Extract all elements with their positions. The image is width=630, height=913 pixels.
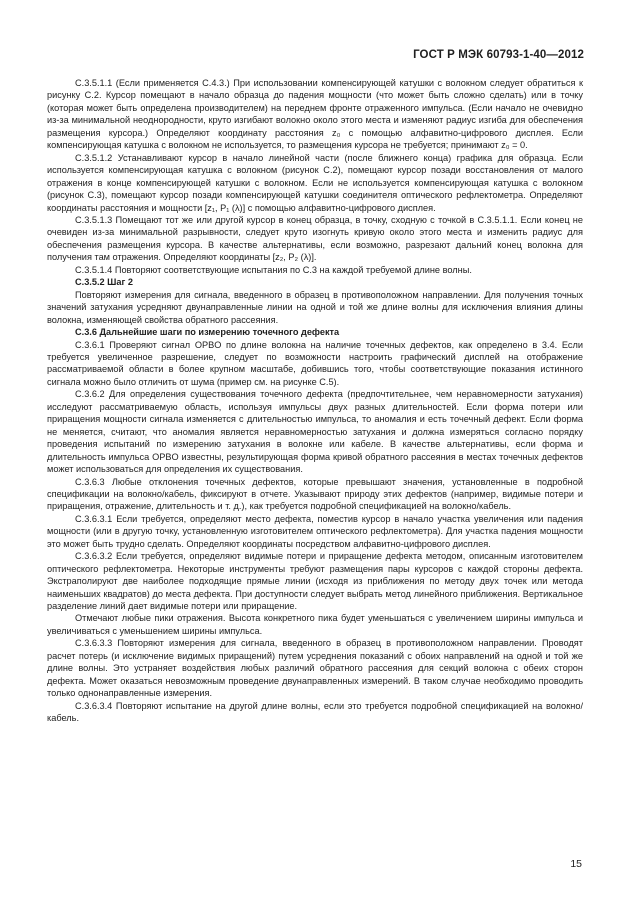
paragraph-step2-body: Повторяют измерения для сигнала, введенного в образец в противоположном направлении. Для получения точных значений затухания усредняют двунаправленные линии на одной и той же длине волны для исключения влияния длины волокна, изменяющей свойства обратного рассеяния. bbox=[47, 289, 583, 325]
paragraph-c3-6-2: С.3.6.2 Для определения существования точечного дефекта (предпочтительнее, чем неравномерности затухания) исследуют рассматриваемую область, используя импульсы двух разных длительностей. Если форма потери или приращения мощности сигнала изменяется с длительностью импульса, то аномалия и есть точечный дефект. Если форма не меняется, считают, что аномалия является неравномерностью затухания и должна измеряться согласно порядку проведения испытаний по измерению затухания в волокне или кабеле. В качестве альтернативы, если форма и длительность импульса OPBO известны, результирующая форма кривой обратного рассеяния в местах точечных дефектов может использоваться для определения их существования. bbox=[47, 389, 583, 475]
paragraph-c3-5-1-4: С.3.5.1.4 Повторяют соответствующие испытания по С.3 на каждой требуемой длине волны. bbox=[75, 264, 472, 275]
paragraph-c3-5-1-3: С.3.5.1.3 Помещают тот же или другой курсор в конец образца, в точку, сходную с точкой в С.3.5.1.1. Если конец не очевиден из-за минимальной разрывности, следует круто изогнуть кривую около этого места и изменить радиус для обеспечения размещения курсора. В качестве альтернативы, если возможно, разрезают дальний конец волокна для получения там отражения. Определяют координаты [z₂, P₂ (λ)]. bbox=[47, 214, 583, 263]
paragraph-c3-6-1: С.3.6.1 Проверяют сигнал OPBO по длине волокна на наличие точечных дефектов, как определено в 3.4. Если требуется увеличенное разрешение, следует по возможности настроить графический дисплей на отображение рассматриваемой области в более крупном масштабе, добившись того, чтобы соответствующие показания истинного сигнала можно было отличить от шума (пример см. на рисунке С.5). bbox=[47, 339, 583, 387]
paragraph-reflection-peaks: Отмечают любые пики отражения. Высота конкретного пика будет уменьшаться с увеличением ширины импульса и увеличиваться с уменьшением ширины импульса. bbox=[47, 613, 583, 636]
paragraph-c3-6-3-3: С.3.6.3.3 Повторяют измерения для сигнала, введенного в образец в противоположном направлении. Проводят расчет потерь (и исключение видимых приращений) путем усреднения показаний с обоих направлений на одной и той же длине волны. Это устраняет воздействия любых различий обратного рассеяния для секций волокна с обеих сторон дефекта. Может оказаться невозможным проведение двунаправленных измерений. В таком случае необходимо проводить только однонаправленные измерения. bbox=[47, 638, 583, 699]
page-number: 15 bbox=[570, 858, 582, 870]
paragraph-c3-6-3-4: С.3.6.3.4 Повторяют испытание на другой длине волны, если это требуется подробной спецификацией на волокно/кабель. bbox=[47, 700, 583, 724]
paragraph-c3-6-3-1: С.3.6.3.1 Если требуется, определяют место дефекта, поместив курсор в начало участка увеличения или падения мощности (или в другую точку, установленную изготовителем оптического рефлектометра). Для участка падения мощности это может быть трудно сделать. Определяют координаты посредством алфавитно-цифрового дисплея. bbox=[47, 513, 583, 549]
document-header: ГОСТ Р МЭК 60793-1-40—2012 bbox=[413, 49, 584, 61]
document-body bbox=[47, 77, 583, 725]
paragraph-c3-5-1-1: С.3.5.1.1 (Если применяется С.4.3.) При использовании компенсирующей катушки с волокном следует обратиться к рисунку С.2. Курсор помещают в начало образца до падения мощности (что может быть сложно сделать) или в точку (которая может быть определена производителем) на переднем фронте отраженного импульса. (Если начало не очевидно из-за минимальной неоднородности, круто изгибают волокно около этого места и изменяют радиус изгиба для обеспечения размещения курсора.) Определяют координату расстояния z₀ с помощью алфавитно-цифрового дисплея. Если компенсирующая катушка с волокном не используется, то размещения курсора не требуется; принимают z₀ = 0. bbox=[47, 78, 583, 151]
section-heading-c3-6: С.3.6 Дальнейшие шаги по измерению точечного дефекта bbox=[75, 327, 340, 338]
paragraph-c3-5-1-2: С.3.5.1.2 Устанавливают курсор в начало линейной части (после ближнего конца) графика для образца. Если используется компенсирующая катушка с волокном (рисунок С.2), помещают курсор позади восстановления от малого отражения в конце компенсирующей катушки с волокном. Если не используется компенсирующая катушка с волокном (рисунок С.3), помещают курсор позади компенсирующей катушки соединителя оптического рефлектометра. Определяют координаты расстояния и мощности [z₁, P₁ (λ)] с помощью алфавитно-цифрового дисплея. bbox=[47, 152, 583, 213]
paragraph-c3-6-3-2: С.3.6.3.2 Если требуется, определяют видимые потери и приращение дефекта методом, описанным изготовителем оптического рефлектометра. Некоторые инструменты требуют размещения пары курсоров с каждой стороны дефекта. Экстраполируют две наиболее подходящие прямые линии (исходя из приближения по методу двух точек или метода наименьших квадратов) до места дефекта. При доступности следует выбрать метод линейного приближения. Вертикальное разделение линий дает видимые потери или приращение. bbox=[47, 551, 583, 612]
paragraph-c3-6-3: С.3.6.3 Любые отклонения точечных дефектов, которые превышают значения, установленные в подробной спецификации на волокно/кабель, фиксируют в отчете. Указывают природу этих дефектов (например, видимые потери и приращения, отражение, длительность и т. д.), как требуется подробной спецификацией на волокно/кабель. bbox=[47, 476, 583, 512]
section-heading-c3-5-2: С.3.5.2 Шаг 2 bbox=[75, 277, 134, 288]
